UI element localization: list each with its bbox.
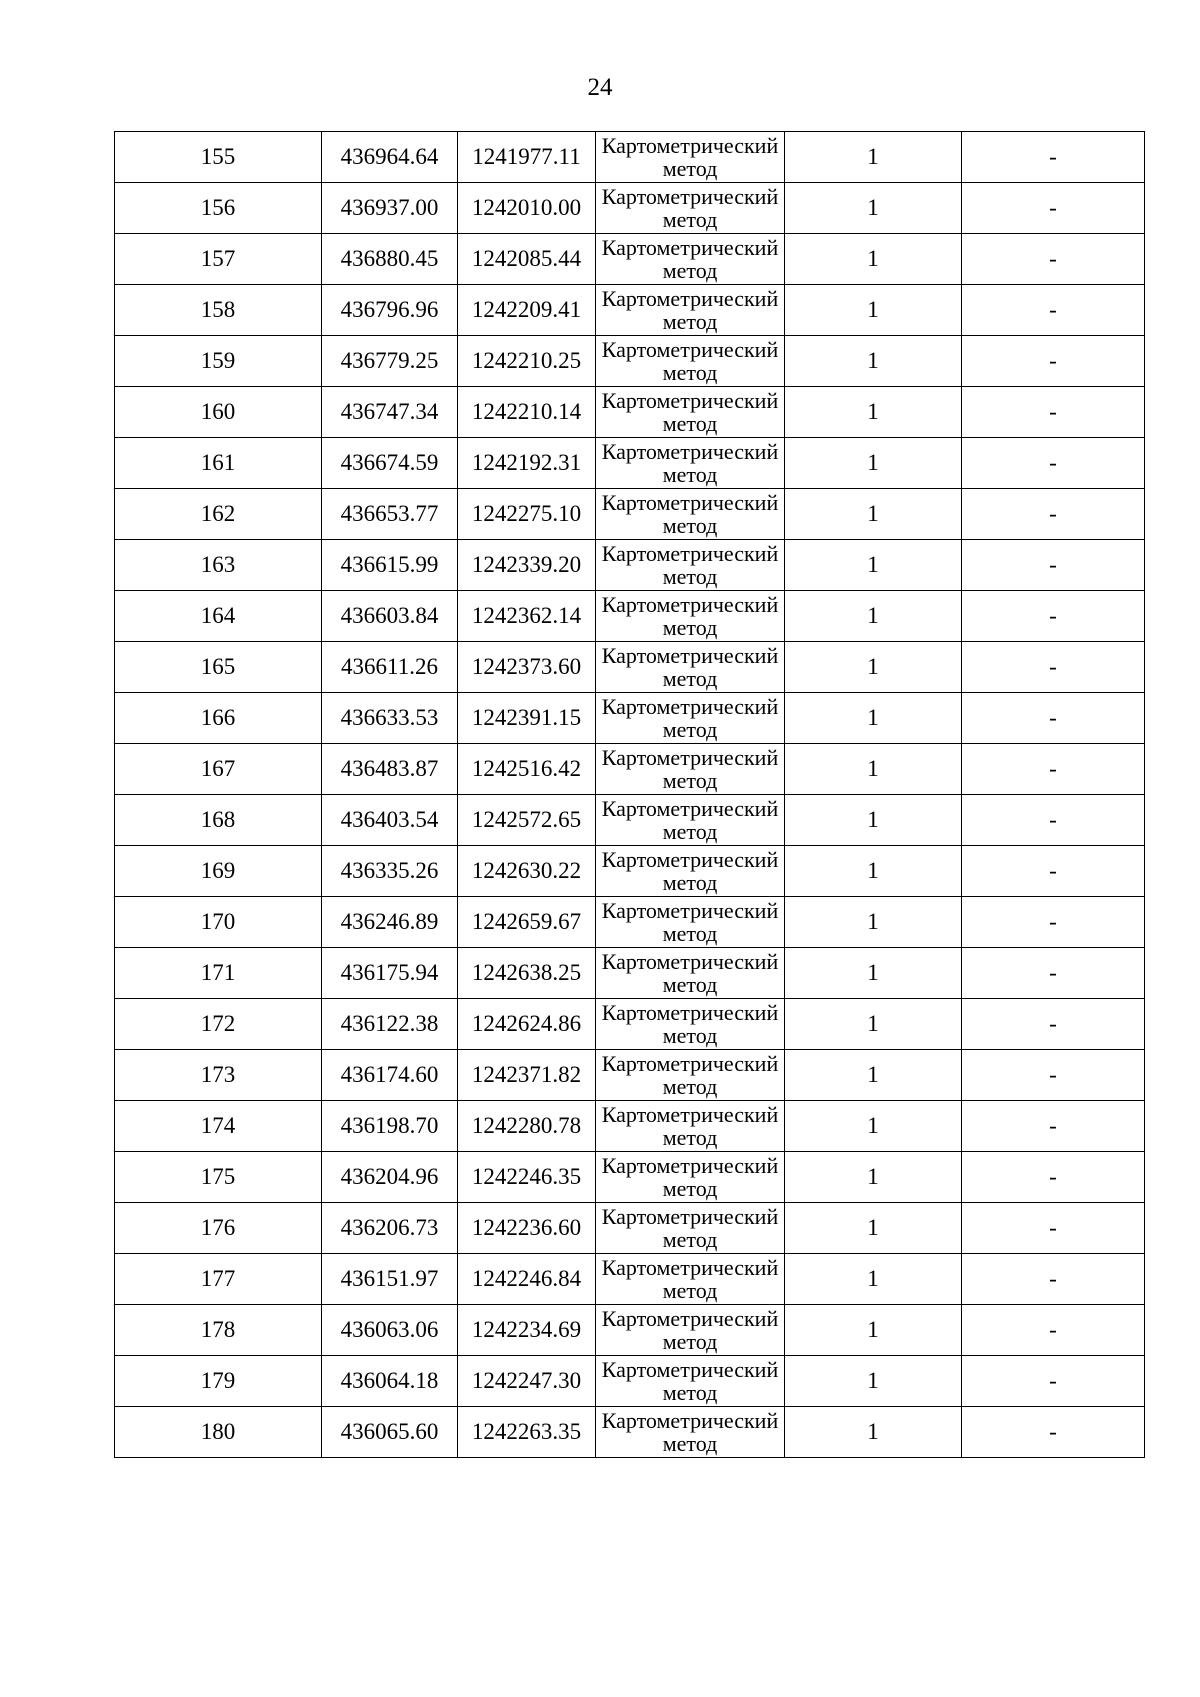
note-cell: - xyxy=(962,438,1145,489)
point-number-cell: 164 xyxy=(115,591,322,642)
x-coordinate-cell: 436122.38 xyxy=(322,999,458,1050)
accuracy-cell: 1 xyxy=(785,234,962,285)
table-row xyxy=(115,744,1145,795)
note-cell: - xyxy=(962,897,1145,948)
note-cell: - xyxy=(962,285,1145,336)
coordinates-table xyxy=(114,131,1145,1458)
method-cell: Картометрический метод xyxy=(596,1101,785,1152)
point-number-cell: 171 xyxy=(115,948,322,999)
x-coordinate-cell: 436796.96 xyxy=(322,285,458,336)
y-coordinate-cell: 1242371.82 xyxy=(458,1050,596,1101)
note-cell: - xyxy=(962,1101,1145,1152)
method-cell: Картометрический метод xyxy=(596,591,785,642)
x-coordinate-cell: 436204.96 xyxy=(322,1152,458,1203)
y-coordinate-cell: 1242659.67 xyxy=(458,897,596,948)
note-cell: - xyxy=(962,489,1145,540)
method-cell: Картометрический метод xyxy=(596,336,785,387)
method-cell: Картометрический метод xyxy=(596,693,785,744)
table-row xyxy=(115,897,1145,948)
note-cell: - xyxy=(962,1203,1145,1254)
x-coordinate-cell: 436174.60 xyxy=(322,1050,458,1101)
table-row xyxy=(115,489,1145,540)
accuracy-cell: 1 xyxy=(785,591,962,642)
table-row xyxy=(115,234,1145,285)
accuracy-cell: 1 xyxy=(785,897,962,948)
x-coordinate-cell: 436937.00 xyxy=(322,183,458,234)
method-cell: Картометрический метод xyxy=(596,897,785,948)
point-number-cell: 168 xyxy=(115,795,322,846)
accuracy-cell: 1 xyxy=(785,1356,962,1407)
x-coordinate-cell: 436151.97 xyxy=(322,1254,458,1305)
accuracy-cell: 1 xyxy=(785,387,962,438)
point-number-cell: 162 xyxy=(115,489,322,540)
point-number-cell: 178 xyxy=(115,1305,322,1356)
point-number-cell: 155 xyxy=(115,132,322,183)
page-number: 24 xyxy=(587,74,613,101)
accuracy-cell: 1 xyxy=(785,693,962,744)
y-coordinate-cell: 1242192.31 xyxy=(458,438,596,489)
method-cell: Картометрический метод xyxy=(596,1152,785,1203)
table-row xyxy=(115,1356,1145,1407)
point-number-cell: 159 xyxy=(115,336,322,387)
point-number-cell: 158 xyxy=(115,285,322,336)
method-cell: Картометрический метод xyxy=(596,387,785,438)
x-coordinate-cell: 436964.64 xyxy=(322,132,458,183)
method-cell: Картометрический метод xyxy=(596,234,785,285)
y-coordinate-cell: 1242624.86 xyxy=(458,999,596,1050)
accuracy-cell: 1 xyxy=(785,285,962,336)
y-coordinate-cell: 1242247.30 xyxy=(458,1356,596,1407)
accuracy-cell: 1 xyxy=(785,540,962,591)
table-row xyxy=(115,795,1145,846)
x-coordinate-cell: 436747.34 xyxy=(322,387,458,438)
note-cell: - xyxy=(962,1050,1145,1101)
accuracy-cell: 1 xyxy=(785,1152,962,1203)
note-cell: - xyxy=(962,744,1145,795)
x-coordinate-cell: 436206.73 xyxy=(322,1203,458,1254)
note-cell: - xyxy=(962,540,1145,591)
y-coordinate-cell: 1242263.35 xyxy=(458,1407,596,1458)
x-coordinate-cell: 436653.77 xyxy=(322,489,458,540)
accuracy-cell: 1 xyxy=(785,1050,962,1101)
note-cell: - xyxy=(962,642,1145,693)
x-coordinate-cell: 436064.18 xyxy=(322,1356,458,1407)
x-coordinate-cell: 436779.25 xyxy=(322,336,458,387)
y-coordinate-cell: 1242210.14 xyxy=(458,387,596,438)
table-row xyxy=(115,132,1145,183)
method-cell: Картометрический метод xyxy=(596,1356,785,1407)
accuracy-cell: 1 xyxy=(785,1101,962,1152)
point-number-cell: 179 xyxy=(115,1356,322,1407)
x-coordinate-cell: 436198.70 xyxy=(322,1101,458,1152)
accuracy-cell: 1 xyxy=(785,744,962,795)
table-row xyxy=(115,438,1145,489)
note-cell: - xyxy=(962,1356,1145,1407)
y-coordinate-cell: 1242630.22 xyxy=(458,846,596,897)
note-cell: - xyxy=(962,234,1145,285)
accuracy-cell: 1 xyxy=(785,1407,962,1458)
accuracy-cell: 1 xyxy=(785,999,962,1050)
method-cell: Картометрический метод xyxy=(596,489,785,540)
y-coordinate-cell: 1242572.65 xyxy=(458,795,596,846)
x-coordinate-cell: 436611.26 xyxy=(322,642,458,693)
x-coordinate-cell: 436603.84 xyxy=(322,591,458,642)
x-coordinate-cell: 436063.06 xyxy=(322,1305,458,1356)
table-row xyxy=(115,591,1145,642)
point-number-cell: 157 xyxy=(115,234,322,285)
coordinates-table-body xyxy=(115,132,1145,1458)
y-coordinate-cell: 1242339.20 xyxy=(458,540,596,591)
point-number-cell: 176 xyxy=(115,1203,322,1254)
table-row xyxy=(115,846,1145,897)
table-row xyxy=(115,642,1145,693)
y-coordinate-cell: 1242210.25 xyxy=(458,336,596,387)
table-row xyxy=(115,1203,1145,1254)
accuracy-cell: 1 xyxy=(785,132,962,183)
method-cell: Картометрический метод xyxy=(596,795,785,846)
x-coordinate-cell: 436483.87 xyxy=(322,744,458,795)
x-coordinate-cell: 436065.60 xyxy=(322,1407,458,1458)
point-number-cell: 170 xyxy=(115,897,322,948)
accuracy-cell: 1 xyxy=(785,1254,962,1305)
method-cell: Картометрический метод xyxy=(596,1203,785,1254)
point-number-cell: 180 xyxy=(115,1407,322,1458)
accuracy-cell: 1 xyxy=(785,183,962,234)
table-row xyxy=(115,1050,1145,1101)
point-number-cell: 163 xyxy=(115,540,322,591)
note-cell: - xyxy=(962,591,1145,642)
x-coordinate-cell: 436633.53 xyxy=(322,693,458,744)
y-coordinate-cell: 1242638.25 xyxy=(458,948,596,999)
note-cell: - xyxy=(962,846,1145,897)
note-cell: - xyxy=(962,387,1145,438)
point-number-cell: 174 xyxy=(115,1101,322,1152)
note-cell: - xyxy=(962,999,1145,1050)
accuracy-cell: 1 xyxy=(785,846,962,897)
note-cell: - xyxy=(962,795,1145,846)
y-coordinate-cell: 1241977.11 xyxy=(458,132,596,183)
method-cell: Картометрический метод xyxy=(596,1254,785,1305)
table-row xyxy=(115,1254,1145,1305)
point-number-cell: 177 xyxy=(115,1254,322,1305)
note-cell: - xyxy=(962,132,1145,183)
accuracy-cell: 1 xyxy=(785,438,962,489)
method-cell: Картометрический метод xyxy=(596,642,785,693)
y-coordinate-cell: 1242085.44 xyxy=(458,234,596,285)
point-number-cell: 160 xyxy=(115,387,322,438)
table-row xyxy=(115,999,1145,1050)
table-row xyxy=(115,336,1145,387)
accuracy-cell: 1 xyxy=(785,948,962,999)
y-coordinate-cell: 1242391.15 xyxy=(458,693,596,744)
point-number-cell: 173 xyxy=(115,1050,322,1101)
y-coordinate-cell: 1242362.14 xyxy=(458,591,596,642)
y-coordinate-cell: 1242275.10 xyxy=(458,489,596,540)
accuracy-cell: 1 xyxy=(785,489,962,540)
accuracy-cell: 1 xyxy=(785,336,962,387)
note-cell: - xyxy=(962,336,1145,387)
table-row xyxy=(115,540,1145,591)
note-cell: - xyxy=(962,1254,1145,1305)
y-coordinate-cell: 1242209.41 xyxy=(458,285,596,336)
method-cell: Картометрический метод xyxy=(596,1050,785,1101)
accuracy-cell: 1 xyxy=(785,642,962,693)
table-row xyxy=(115,387,1145,438)
method-cell: Картометрический метод xyxy=(596,438,785,489)
y-coordinate-cell: 1242280.78 xyxy=(458,1101,596,1152)
table-row xyxy=(115,1101,1145,1152)
point-number-cell: 169 xyxy=(115,846,322,897)
method-cell: Картометрический метод xyxy=(596,999,785,1050)
method-cell: Картометрический метод xyxy=(596,948,785,999)
table-row xyxy=(115,948,1145,999)
method-cell: Картометрический метод xyxy=(596,1407,785,1458)
method-cell: Картометрический метод xyxy=(596,132,785,183)
x-coordinate-cell: 436246.89 xyxy=(322,897,458,948)
point-number-cell: 161 xyxy=(115,438,322,489)
accuracy-cell: 1 xyxy=(785,1203,962,1254)
note-cell: - xyxy=(962,1305,1145,1356)
table-row xyxy=(115,1152,1145,1203)
point-number-cell: 166 xyxy=(115,693,322,744)
method-cell: Картометрический метод xyxy=(596,285,785,336)
table-row xyxy=(115,285,1145,336)
note-cell: - xyxy=(962,693,1145,744)
y-coordinate-cell: 1242516.42 xyxy=(458,744,596,795)
note-cell: - xyxy=(962,1152,1145,1203)
point-number-cell: 156 xyxy=(115,183,322,234)
method-cell: Картометрический метод xyxy=(596,540,785,591)
point-number-cell: 167 xyxy=(115,744,322,795)
x-coordinate-cell: 436335.26 xyxy=(322,846,458,897)
note-cell: - xyxy=(962,1407,1145,1458)
point-number-cell: 172 xyxy=(115,999,322,1050)
y-coordinate-cell: 1242246.84 xyxy=(458,1254,596,1305)
note-cell: - xyxy=(962,183,1145,234)
table-row xyxy=(115,183,1145,234)
accuracy-cell: 1 xyxy=(785,795,962,846)
x-coordinate-cell: 436175.94 xyxy=(322,948,458,999)
y-coordinate-cell: 1242246.35 xyxy=(458,1152,596,1203)
method-cell: Картометрический метод xyxy=(596,183,785,234)
point-number-cell: 165 xyxy=(115,642,322,693)
y-coordinate-cell: 1242373.60 xyxy=(458,642,596,693)
x-coordinate-cell: 436674.59 xyxy=(322,438,458,489)
accuracy-cell: 1 xyxy=(785,1305,962,1356)
table-row xyxy=(115,693,1145,744)
y-coordinate-cell: 1242236.60 xyxy=(458,1203,596,1254)
x-coordinate-cell: 436403.54 xyxy=(322,795,458,846)
method-cell: Картометрический метод xyxy=(596,744,785,795)
table-row xyxy=(115,1305,1145,1356)
method-cell: Картометрический метод xyxy=(596,1305,785,1356)
method-cell: Картометрический метод xyxy=(596,846,785,897)
x-coordinate-cell: 436880.45 xyxy=(322,234,458,285)
x-coordinate-cell: 436615.99 xyxy=(322,540,458,591)
y-coordinate-cell: 1242010.00 xyxy=(458,183,596,234)
table-row xyxy=(115,1407,1145,1458)
y-coordinate-cell: 1242234.69 xyxy=(458,1305,596,1356)
point-number-cell: 175 xyxy=(115,1152,322,1203)
note-cell: - xyxy=(962,948,1145,999)
